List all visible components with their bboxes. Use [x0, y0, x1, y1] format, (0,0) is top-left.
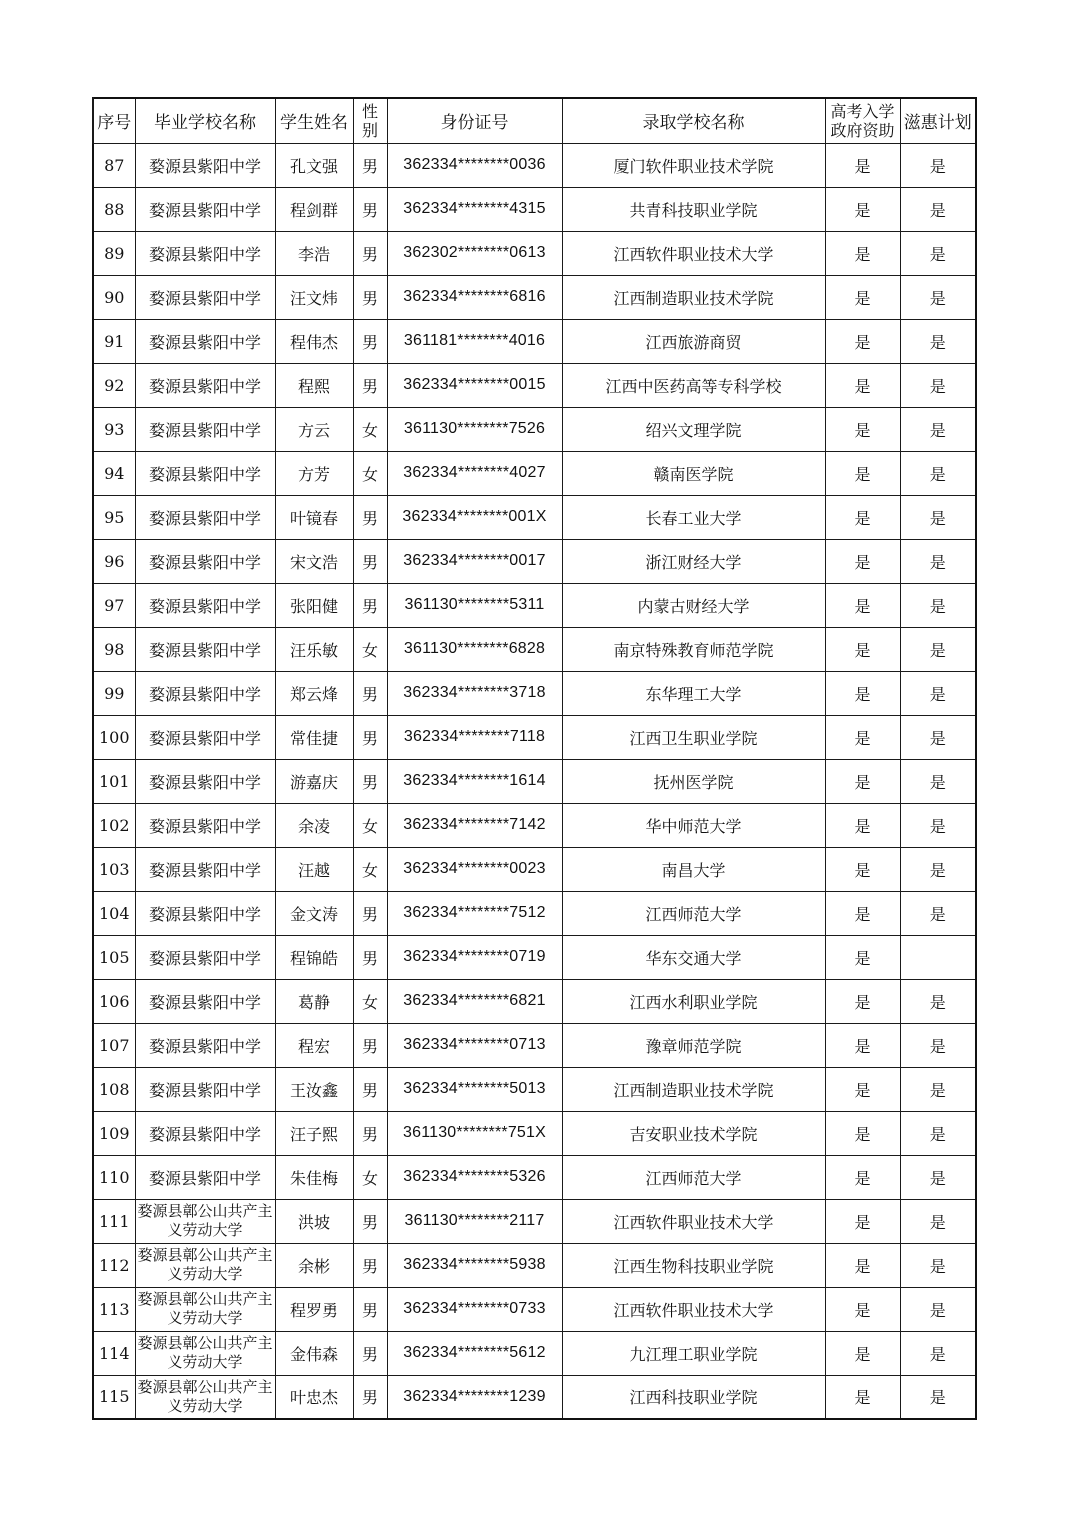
student-name: 孔文强	[275, 143, 353, 187]
table-row	[93, 803, 976, 847]
row-number: 106	[93, 979, 135, 1023]
student-gender: 男	[353, 539, 387, 583]
plan-flag: 是	[900, 847, 976, 891]
plan-flag: 是	[900, 715, 976, 759]
student-gender: 女	[353, 627, 387, 671]
id-number: 361130********5311	[387, 583, 562, 627]
student-gender: 男	[353, 1243, 387, 1287]
graduate-school: 婺源县紫阳中学	[135, 1023, 275, 1067]
admitted-school: 长春工业大学	[562, 495, 825, 539]
id-number: 362334********6821	[387, 979, 562, 1023]
admitted-school: 江西水利职业学院	[562, 979, 825, 1023]
admitted-school: 吉安职业技术学院	[562, 1111, 825, 1155]
admitted-school: 抚州医学院	[562, 759, 825, 803]
gov-aid-flag: 是	[825, 275, 900, 319]
graduate-school: 婺源县紫阳中学	[135, 671, 275, 715]
table-row	[93, 1287, 976, 1331]
id-number: 362334********4027	[387, 451, 562, 495]
gov-aid-flag: 是	[825, 627, 900, 671]
student-name: 方云	[275, 407, 353, 451]
plan-flag: 是	[900, 495, 976, 539]
student-gender: 男	[353, 671, 387, 715]
row-number: 89	[93, 231, 135, 275]
graduate-school: 婺源县鄣公山共产主义劳动大学	[135, 1331, 275, 1375]
student-gender: 女	[353, 847, 387, 891]
row-number: 113	[93, 1287, 135, 1331]
student-name: 程剑群	[275, 187, 353, 231]
admitted-school: 江西师范大学	[562, 1155, 825, 1199]
id-number: 361130********751X	[387, 1111, 562, 1155]
graduate-school: 婺源县紫阳中学	[135, 759, 275, 803]
row-number: 107	[93, 1023, 135, 1067]
plan-flag: 是	[900, 1331, 976, 1375]
graduate-school: 婺源县紫阳中学	[135, 363, 275, 407]
id-number: 362334********5612	[387, 1331, 562, 1375]
admitted-school: 江西软件职业技术大学	[562, 1287, 825, 1331]
graduate-school: 婺源县鄣公山共产主义劳动大学	[135, 1243, 275, 1287]
graduate-school: 婺源县紫阳中学	[135, 319, 275, 363]
graduate-school: 婺源县紫阳中学	[135, 979, 275, 1023]
plan-flag: 是	[900, 187, 976, 231]
student-name: 金伟森	[275, 1331, 353, 1375]
admitted-school: 江西卫生职业学院	[562, 715, 825, 759]
table-row	[93, 715, 976, 759]
id-number: 362334********1614	[387, 759, 562, 803]
row-number: 99	[93, 671, 135, 715]
student-gender: 女	[353, 979, 387, 1023]
student-gender: 男	[353, 1375, 387, 1419]
gov-aid-flag: 是	[825, 1243, 900, 1287]
plan-flag: 是	[900, 803, 976, 847]
table-row	[93, 1111, 976, 1155]
table-row	[93, 319, 976, 363]
table-row	[93, 363, 976, 407]
row-number: 108	[93, 1067, 135, 1111]
student-name: 王汝鑫	[275, 1067, 353, 1111]
gov-aid-flag: 是	[825, 803, 900, 847]
graduate-school: 婺源县紫阳中学	[135, 187, 275, 231]
header-admit-school: 录取学校名称	[562, 98, 825, 143]
gov-aid-flag: 是	[825, 671, 900, 715]
row-number: 93	[93, 407, 135, 451]
id-number: 362334********5326	[387, 1155, 562, 1199]
student-name: 余彬	[275, 1243, 353, 1287]
graduate-school: 婺源县紫阳中学	[135, 495, 275, 539]
student-name: 程宏	[275, 1023, 353, 1067]
id-number: 362334********6816	[387, 275, 562, 319]
graduate-school: 婺源县紫阳中学	[135, 1155, 275, 1199]
header-no: 序号	[93, 98, 135, 143]
plan-flag: 是	[900, 1023, 976, 1067]
graduate-school: 婺源县紫阳中学	[135, 847, 275, 891]
student-name: 程罗勇	[275, 1287, 353, 1331]
plan-flag: 是	[900, 275, 976, 319]
student-name: 游嘉庆	[275, 759, 353, 803]
admitted-school: 华中师范大学	[562, 803, 825, 847]
plan-flag: 是	[900, 759, 976, 803]
row-number: 91	[93, 319, 135, 363]
gov-aid-flag: 是	[825, 231, 900, 275]
student-name: 李浩	[275, 231, 353, 275]
admitted-school: 九江理工职业学院	[562, 1331, 825, 1375]
table-row	[93, 1199, 976, 1243]
student-name: 郑云烽	[275, 671, 353, 715]
graduate-school: 婺源县鄣公山共产主义劳动大学	[135, 1287, 275, 1331]
plan-flag: 是	[900, 1111, 976, 1155]
graduate-school: 婺源县紫阳中学	[135, 407, 275, 451]
table-row	[93, 539, 976, 583]
admitted-school: 江西师范大学	[562, 891, 825, 935]
student-name: 葛静	[275, 979, 353, 1023]
table-row	[93, 583, 976, 627]
id-number: 362334********0017	[387, 539, 562, 583]
admitted-school: 东华理工大学	[562, 671, 825, 715]
gov-aid-flag: 是	[825, 759, 900, 803]
id-number: 362334********0036	[387, 143, 562, 187]
student-gender: 男	[353, 363, 387, 407]
admitted-school: 江西生物科技职业学院	[562, 1243, 825, 1287]
student-gender: 女	[353, 803, 387, 847]
id-number: 361181********4016	[387, 319, 562, 363]
student-gender: 男	[353, 1067, 387, 1111]
table-row	[93, 495, 976, 539]
gov-aid-flag: 是	[825, 1287, 900, 1331]
gov-aid-flag: 是	[825, 495, 900, 539]
graduate-school: 婺源县鄣公山共产主义劳动大学	[135, 1375, 275, 1419]
admitted-school: 江西科技职业学院	[562, 1375, 825, 1419]
student-gender: 男	[353, 495, 387, 539]
graduate-school: 婺源县紫阳中学	[135, 539, 275, 583]
student-gender: 男	[353, 143, 387, 187]
header-gov-aid: 高考入学政府资助	[825, 98, 900, 143]
gov-aid-flag: 是	[825, 451, 900, 495]
gov-aid-flag: 是	[825, 1111, 900, 1155]
student-gender: 男	[353, 187, 387, 231]
id-number: 362334********1239	[387, 1375, 562, 1419]
graduate-school: 婺源县紫阳中学	[135, 1111, 275, 1155]
gov-aid-flag: 是	[825, 407, 900, 451]
header-gender: 性别	[353, 98, 387, 143]
plan-flag: 是	[900, 143, 976, 187]
gov-aid-flag: 是	[825, 187, 900, 231]
row-number: 110	[93, 1155, 135, 1199]
id-number: 362334********0733	[387, 1287, 562, 1331]
row-number: 103	[93, 847, 135, 891]
header-name: 学生姓名	[275, 98, 353, 143]
student-gender: 男	[353, 231, 387, 275]
gov-aid-flag: 是	[825, 1375, 900, 1419]
id-number: 362334********5938	[387, 1243, 562, 1287]
plan-flag: 是	[900, 627, 976, 671]
admitted-school: 南昌大学	[562, 847, 825, 891]
id-number: 362334********3718	[387, 671, 562, 715]
plan-flag: 是	[900, 539, 976, 583]
table-row	[93, 627, 976, 671]
student-gender: 男	[353, 891, 387, 935]
student-aid-table	[92, 97, 977, 1420]
gov-aid-flag: 是	[825, 847, 900, 891]
graduate-school: 婺源县紫阳中学	[135, 451, 275, 495]
graduate-school: 婺源县紫阳中学	[135, 275, 275, 319]
table-row	[93, 1067, 976, 1111]
plan-flag: 是	[900, 583, 976, 627]
student-name: 洪坡	[275, 1199, 353, 1243]
row-number: 105	[93, 935, 135, 979]
admitted-school: 江西中医药高等专科学校	[562, 363, 825, 407]
plan-flag: 是	[900, 1199, 976, 1243]
gov-aid-flag: 是	[825, 319, 900, 363]
graduate-school: 婺源县紫阳中学	[135, 891, 275, 935]
graduate-school: 婺源县紫阳中学	[135, 1067, 275, 1111]
table-row	[93, 1155, 976, 1199]
student-gender: 女	[353, 1155, 387, 1199]
row-number: 95	[93, 495, 135, 539]
id-number: 362334********5013	[387, 1067, 562, 1111]
id-number: 362334********001X	[387, 495, 562, 539]
admitted-school: 南京特殊教育师范学院	[562, 627, 825, 671]
table-row	[93, 979, 976, 1023]
graduate-school: 婺源县紫阳中学	[135, 583, 275, 627]
id-number: 362334********0015	[387, 363, 562, 407]
header-school: 毕业学校名称	[135, 98, 275, 143]
admitted-school: 共青科技职业学院	[562, 187, 825, 231]
gov-aid-flag: 是	[825, 891, 900, 935]
student-gender: 男	[353, 715, 387, 759]
plan-flag: 是	[900, 1067, 976, 1111]
table-row	[93, 275, 976, 319]
row-number: 96	[93, 539, 135, 583]
student-name: 汪越	[275, 847, 353, 891]
student-gender: 男	[353, 275, 387, 319]
admitted-school: 内蒙古财经大学	[562, 583, 825, 627]
student-gender: 男	[353, 759, 387, 803]
table-row	[93, 451, 976, 495]
student-gender: 男	[353, 1111, 387, 1155]
plan-flag: 是	[900, 363, 976, 407]
graduate-school: 婺源县紫阳中学	[135, 803, 275, 847]
admitted-school: 江西制造职业技术学院	[562, 1067, 825, 1111]
gov-aid-flag: 是	[825, 143, 900, 187]
plan-flag: 是	[900, 231, 976, 275]
student-name: 程熙	[275, 363, 353, 407]
header-id: 身份证号	[387, 98, 562, 143]
admitted-school: 厦门软件职业技术学院	[562, 143, 825, 187]
row-number: 88	[93, 187, 135, 231]
row-number: 87	[93, 143, 135, 187]
plan-flag: 是	[900, 979, 976, 1023]
student-gender: 男	[353, 1331, 387, 1375]
gov-aid-flag: 是	[825, 979, 900, 1023]
plan-flag: 是	[900, 1287, 976, 1331]
id-number: 361130********2117	[387, 1199, 562, 1243]
id-number: 361130********6828	[387, 627, 562, 671]
table-row	[93, 935, 976, 979]
graduate-school: 婺源县鄣公山共产主义劳动大学	[135, 1199, 275, 1243]
student-gender: 女	[353, 451, 387, 495]
student-name: 张阳健	[275, 583, 353, 627]
student-name: 程伟杰	[275, 319, 353, 363]
gov-aid-flag: 是	[825, 715, 900, 759]
gov-aid-flag: 是	[825, 363, 900, 407]
id-number: 362334********0719	[387, 935, 562, 979]
table-row	[93, 1023, 976, 1067]
row-number: 94	[93, 451, 135, 495]
row-number: 109	[93, 1111, 135, 1155]
admitted-school: 江西制造职业技术学院	[562, 275, 825, 319]
admitted-school: 赣南医学院	[562, 451, 825, 495]
header-plan: 滋惠计划	[900, 98, 976, 143]
graduate-school: 婺源县紫阳中学	[135, 231, 275, 275]
table-row	[93, 891, 976, 935]
id-number: 362334********7118	[387, 715, 562, 759]
gov-aid-flag: 是	[825, 1023, 900, 1067]
table-row	[93, 1375, 976, 1419]
admitted-school: 豫章师范学院	[562, 1023, 825, 1067]
table-row	[93, 143, 976, 187]
id-number: 362334********4315	[387, 187, 562, 231]
gov-aid-flag: 是	[825, 1331, 900, 1375]
student-name: 汪乐敏	[275, 627, 353, 671]
gov-aid-flag: 是	[825, 1067, 900, 1111]
graduate-school: 婺源县紫阳中学	[135, 715, 275, 759]
table-body	[93, 143, 976, 1419]
student-gender: 男	[353, 935, 387, 979]
table-row	[93, 759, 976, 803]
id-number: 361130********7526	[387, 407, 562, 451]
plan-flag: 是	[900, 1375, 976, 1419]
student-name: 朱佳梅	[275, 1155, 353, 1199]
admitted-school: 江西软件职业技术大学	[562, 231, 825, 275]
row-number: 90	[93, 275, 135, 319]
gov-aid-flag: 是	[825, 935, 900, 979]
table-header-row	[93, 98, 976, 143]
table-row	[93, 231, 976, 275]
graduate-school: 婺源县紫阳中学	[135, 143, 275, 187]
student-name: 汪子熙	[275, 1111, 353, 1155]
admitted-school: 浙江财经大学	[562, 539, 825, 583]
row-number: 92	[93, 363, 135, 407]
id-number: 362334********0023	[387, 847, 562, 891]
plan-flag: 是	[900, 407, 976, 451]
row-number: 114	[93, 1331, 135, 1375]
admitted-school: 华东交通大学	[562, 935, 825, 979]
plan-flag: 是	[900, 319, 976, 363]
gov-aid-flag: 是	[825, 1155, 900, 1199]
id-number: 362302********0613	[387, 231, 562, 275]
gov-aid-flag: 是	[825, 583, 900, 627]
student-name: 叶忠杰	[275, 1375, 353, 1419]
student-name: 宋文浩	[275, 539, 353, 583]
plan-flag: 是	[900, 891, 976, 935]
admitted-school: 江西旅游商贸	[562, 319, 825, 363]
row-number: 104	[93, 891, 135, 935]
gov-aid-flag: 是	[825, 1199, 900, 1243]
student-name: 常佳捷	[275, 715, 353, 759]
row-number: 115	[93, 1375, 135, 1419]
row-number: 101	[93, 759, 135, 803]
row-number: 112	[93, 1243, 135, 1287]
student-gender: 女	[353, 407, 387, 451]
table-row	[93, 1243, 976, 1287]
table-row	[93, 847, 976, 891]
student-name: 汪文炜	[275, 275, 353, 319]
plan-flag: 是	[900, 451, 976, 495]
id-number: 362334********0713	[387, 1023, 562, 1067]
student-gender: 男	[353, 583, 387, 627]
graduate-school: 婺源县紫阳中学	[135, 935, 275, 979]
admitted-school: 绍兴文理学院	[562, 407, 825, 451]
plan-flag	[900, 935, 976, 979]
student-name: 金文涛	[275, 891, 353, 935]
student-gender: 男	[353, 319, 387, 363]
row-number: 98	[93, 627, 135, 671]
id-number: 362334********7512	[387, 891, 562, 935]
student-name: 方芳	[275, 451, 353, 495]
table-row	[93, 407, 976, 451]
row-number: 100	[93, 715, 135, 759]
table-row	[93, 1331, 976, 1375]
student-name: 程锦皓	[275, 935, 353, 979]
student-gender: 男	[353, 1023, 387, 1067]
graduate-school: 婺源县紫阳中学	[135, 627, 275, 671]
gov-aid-flag: 是	[825, 539, 900, 583]
plan-flag: 是	[900, 1243, 976, 1287]
row-number: 111	[93, 1199, 135, 1243]
admitted-school: 江西软件职业技术大学	[562, 1199, 825, 1243]
student-gender: 男	[353, 1199, 387, 1243]
table-row	[93, 671, 976, 715]
table-row	[93, 187, 976, 231]
plan-flag: 是	[900, 1155, 976, 1199]
student-name: 余凌	[275, 803, 353, 847]
plan-flag: 是	[900, 671, 976, 715]
student-name: 叶镜春	[275, 495, 353, 539]
row-number: 97	[93, 583, 135, 627]
student-gender: 男	[353, 1287, 387, 1331]
id-number: 362334********7142	[387, 803, 562, 847]
row-number: 102	[93, 803, 135, 847]
